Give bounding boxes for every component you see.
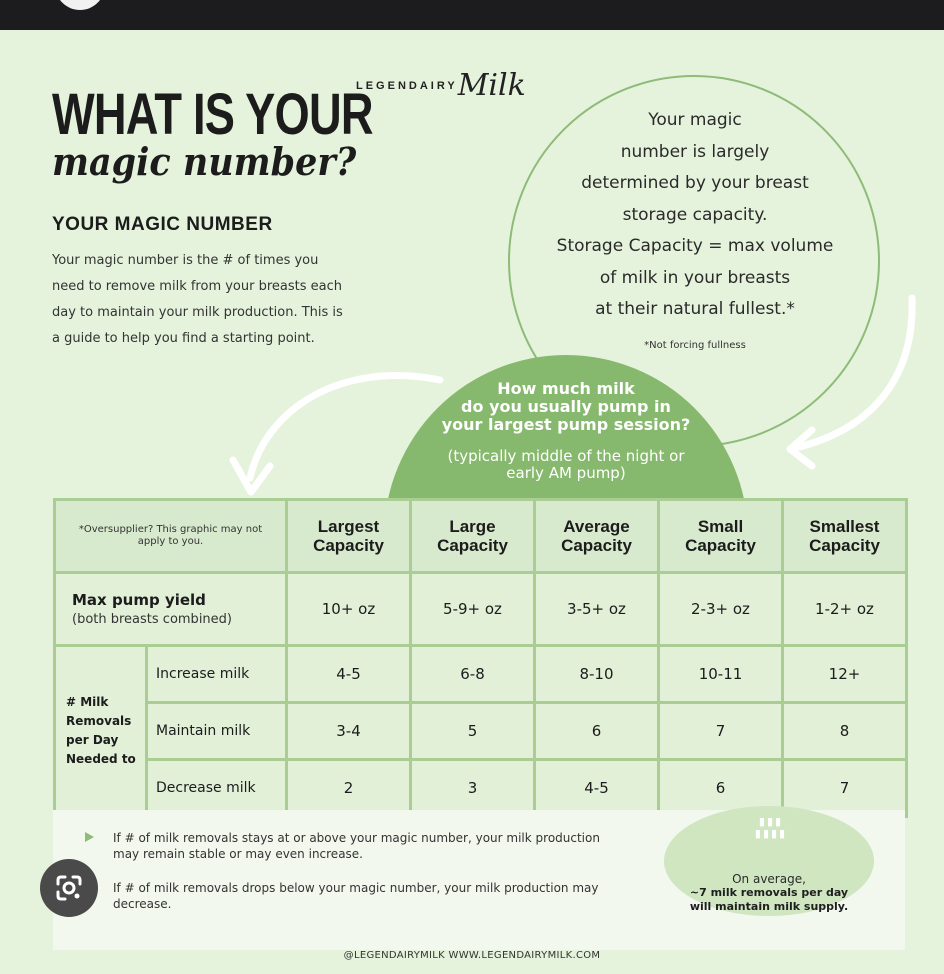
table-cell: 2-3+ oz <box>659 573 783 646</box>
side-label-line: Needed to <box>66 752 136 766</box>
circle-line: at their natural fullest.* <box>595 299 795 319</box>
dome-question <box>414 380 718 434</box>
top-bar <box>0 0 944 30</box>
column-title: Largest <box>317 517 380 536</box>
column-header <box>535 500 659 573</box>
column-title: Average <box>563 517 630 536</box>
column-subtitle: Capacity <box>561 536 632 555</box>
dome-sub-line: early AM pump) <box>506 464 626 482</box>
table-cell: 1-2+ oz <box>783 573 907 646</box>
intro-text: Your magic number is the # of times you need to remove milk from your breasts each day to maintain your milk production. This is a guide to help you find a starting point. <box>52 253 343 346</box>
triangle-bullet-icon <box>85 832 94 842</box>
circle-line: Storage Capacity = max volume <box>556 236 834 256</box>
bullet-text: If # of milk removals drops below your magic number, your milk production may decrease. <box>113 881 599 911</box>
column-subtitle: Capacity <box>809 536 880 555</box>
average-line: ~7 milk removals per day <box>689 886 849 899</box>
table-cell: 6 <box>659 760 783 817</box>
table-cell: 5 <box>411 703 535 760</box>
lens-icon <box>54 873 84 903</box>
table-cell: 6-8 <box>411 646 535 703</box>
app-icon <box>55 0 105 10</box>
column-subtitle: Capacity <box>437 536 508 555</box>
page-title-script: magic number? <box>52 139 357 184</box>
corner-note: *Oversupplier? This graphic may not apply to you. <box>55 500 287 573</box>
table-cell: 4-5 <box>535 760 659 817</box>
column-subtitle: Capacity <box>313 536 384 555</box>
table-cell: 8 <box>783 703 907 760</box>
circle-note: *Not forcing fullness <box>644 340 746 351</box>
table-cell: 10-11 <box>659 646 783 703</box>
dome-sub-line: (typically middle of the night or <box>447 447 685 465</box>
bullet-item <box>85 880 605 912</box>
average-line: On average, <box>732 872 806 886</box>
side-label-line: # Milk <box>66 695 109 709</box>
dome-question-line: your largest pump session? <box>441 415 691 434</box>
bullet-item <box>85 830 605 862</box>
yield-label-cell <box>55 573 287 646</box>
table-row-increase <box>55 646 907 703</box>
table-cell: 10+ oz <box>287 573 411 646</box>
dome-subtext <box>414 448 718 482</box>
column-header <box>287 500 411 573</box>
side-label-line: Removals <box>66 714 132 728</box>
average-line: will maintain milk supply. <box>689 900 849 913</box>
table-cell: 5-9+ oz <box>411 573 535 646</box>
table-row-yield <box>55 573 907 646</box>
row-label: Increase milk <box>147 646 287 703</box>
table-cell: 3 <box>411 760 535 817</box>
column-header <box>783 500 907 573</box>
circle-line: number is largely <box>620 141 770 162</box>
dome-question-line: How much milk <box>497 379 635 398</box>
row-label: Decrease milk <box>147 760 287 817</box>
table-cell: 7 <box>783 760 907 817</box>
circle-line: Your magic <box>648 110 742 130</box>
section-heading: YOUR MAGIC NUMBER <box>52 214 273 235</box>
infographic <box>0 30 944 974</box>
side-label <box>55 646 147 817</box>
table-row-maintain <box>55 703 907 760</box>
yield-label: Max pump yield <box>72 591 206 609</box>
dome-question-line: do you usually pump in <box>461 397 671 416</box>
column-title: Small <box>697 517 744 536</box>
table-cell: 12+ <box>783 646 907 703</box>
circle-line: storage capacity. <box>622 204 768 225</box>
table-cell: 6 <box>535 703 659 760</box>
right-arrow <box>795 298 912 448</box>
brand-text: LEGENDAIRY <box>356 80 458 92</box>
table-header-row <box>55 500 907 573</box>
bottle-icons: ▮▮▮ ▮▮▮▮ <box>754 815 788 840</box>
column-title: Smallest <box>809 517 880 536</box>
circle-line: of milk in your breasts <box>599 267 791 288</box>
footer: @LEGENDAIRYMILK WWW.LEGENDAIRYMILK.COM <box>343 950 601 961</box>
average-emphasis <box>664 886 874 914</box>
bullet-text: If # of milk removals stays at or above your magic number, your milk production may remain stable or may even increase. <box>113 831 600 861</box>
side-label-line: per Day <box>66 733 119 747</box>
table-cell: 8-10 <box>535 646 659 703</box>
table-cell: 3-5+ oz <box>535 573 659 646</box>
column-header <box>659 500 783 573</box>
yield-sublabel: (both breasts combined) <box>72 612 232 627</box>
table-cell: 7 <box>659 703 783 760</box>
bottom-panel <box>53 810 905 950</box>
capacity-table <box>53 498 908 818</box>
google-lens-button[interactable] <box>40 859 98 917</box>
table-cell: 4-5 <box>287 646 411 703</box>
brand-script: Milk <box>457 68 526 103</box>
page-title: WHAT IS YOUR <box>52 82 373 147</box>
column-title: Large <box>449 517 496 536</box>
table-cell: 2 <box>287 760 411 817</box>
row-label: Maintain milk <box>147 703 287 760</box>
circle-line: determined by your breast <box>581 173 809 193</box>
table-cell: 3-4 <box>287 703 411 760</box>
column-header <box>411 500 535 573</box>
column-subtitle: Capacity <box>685 536 756 555</box>
